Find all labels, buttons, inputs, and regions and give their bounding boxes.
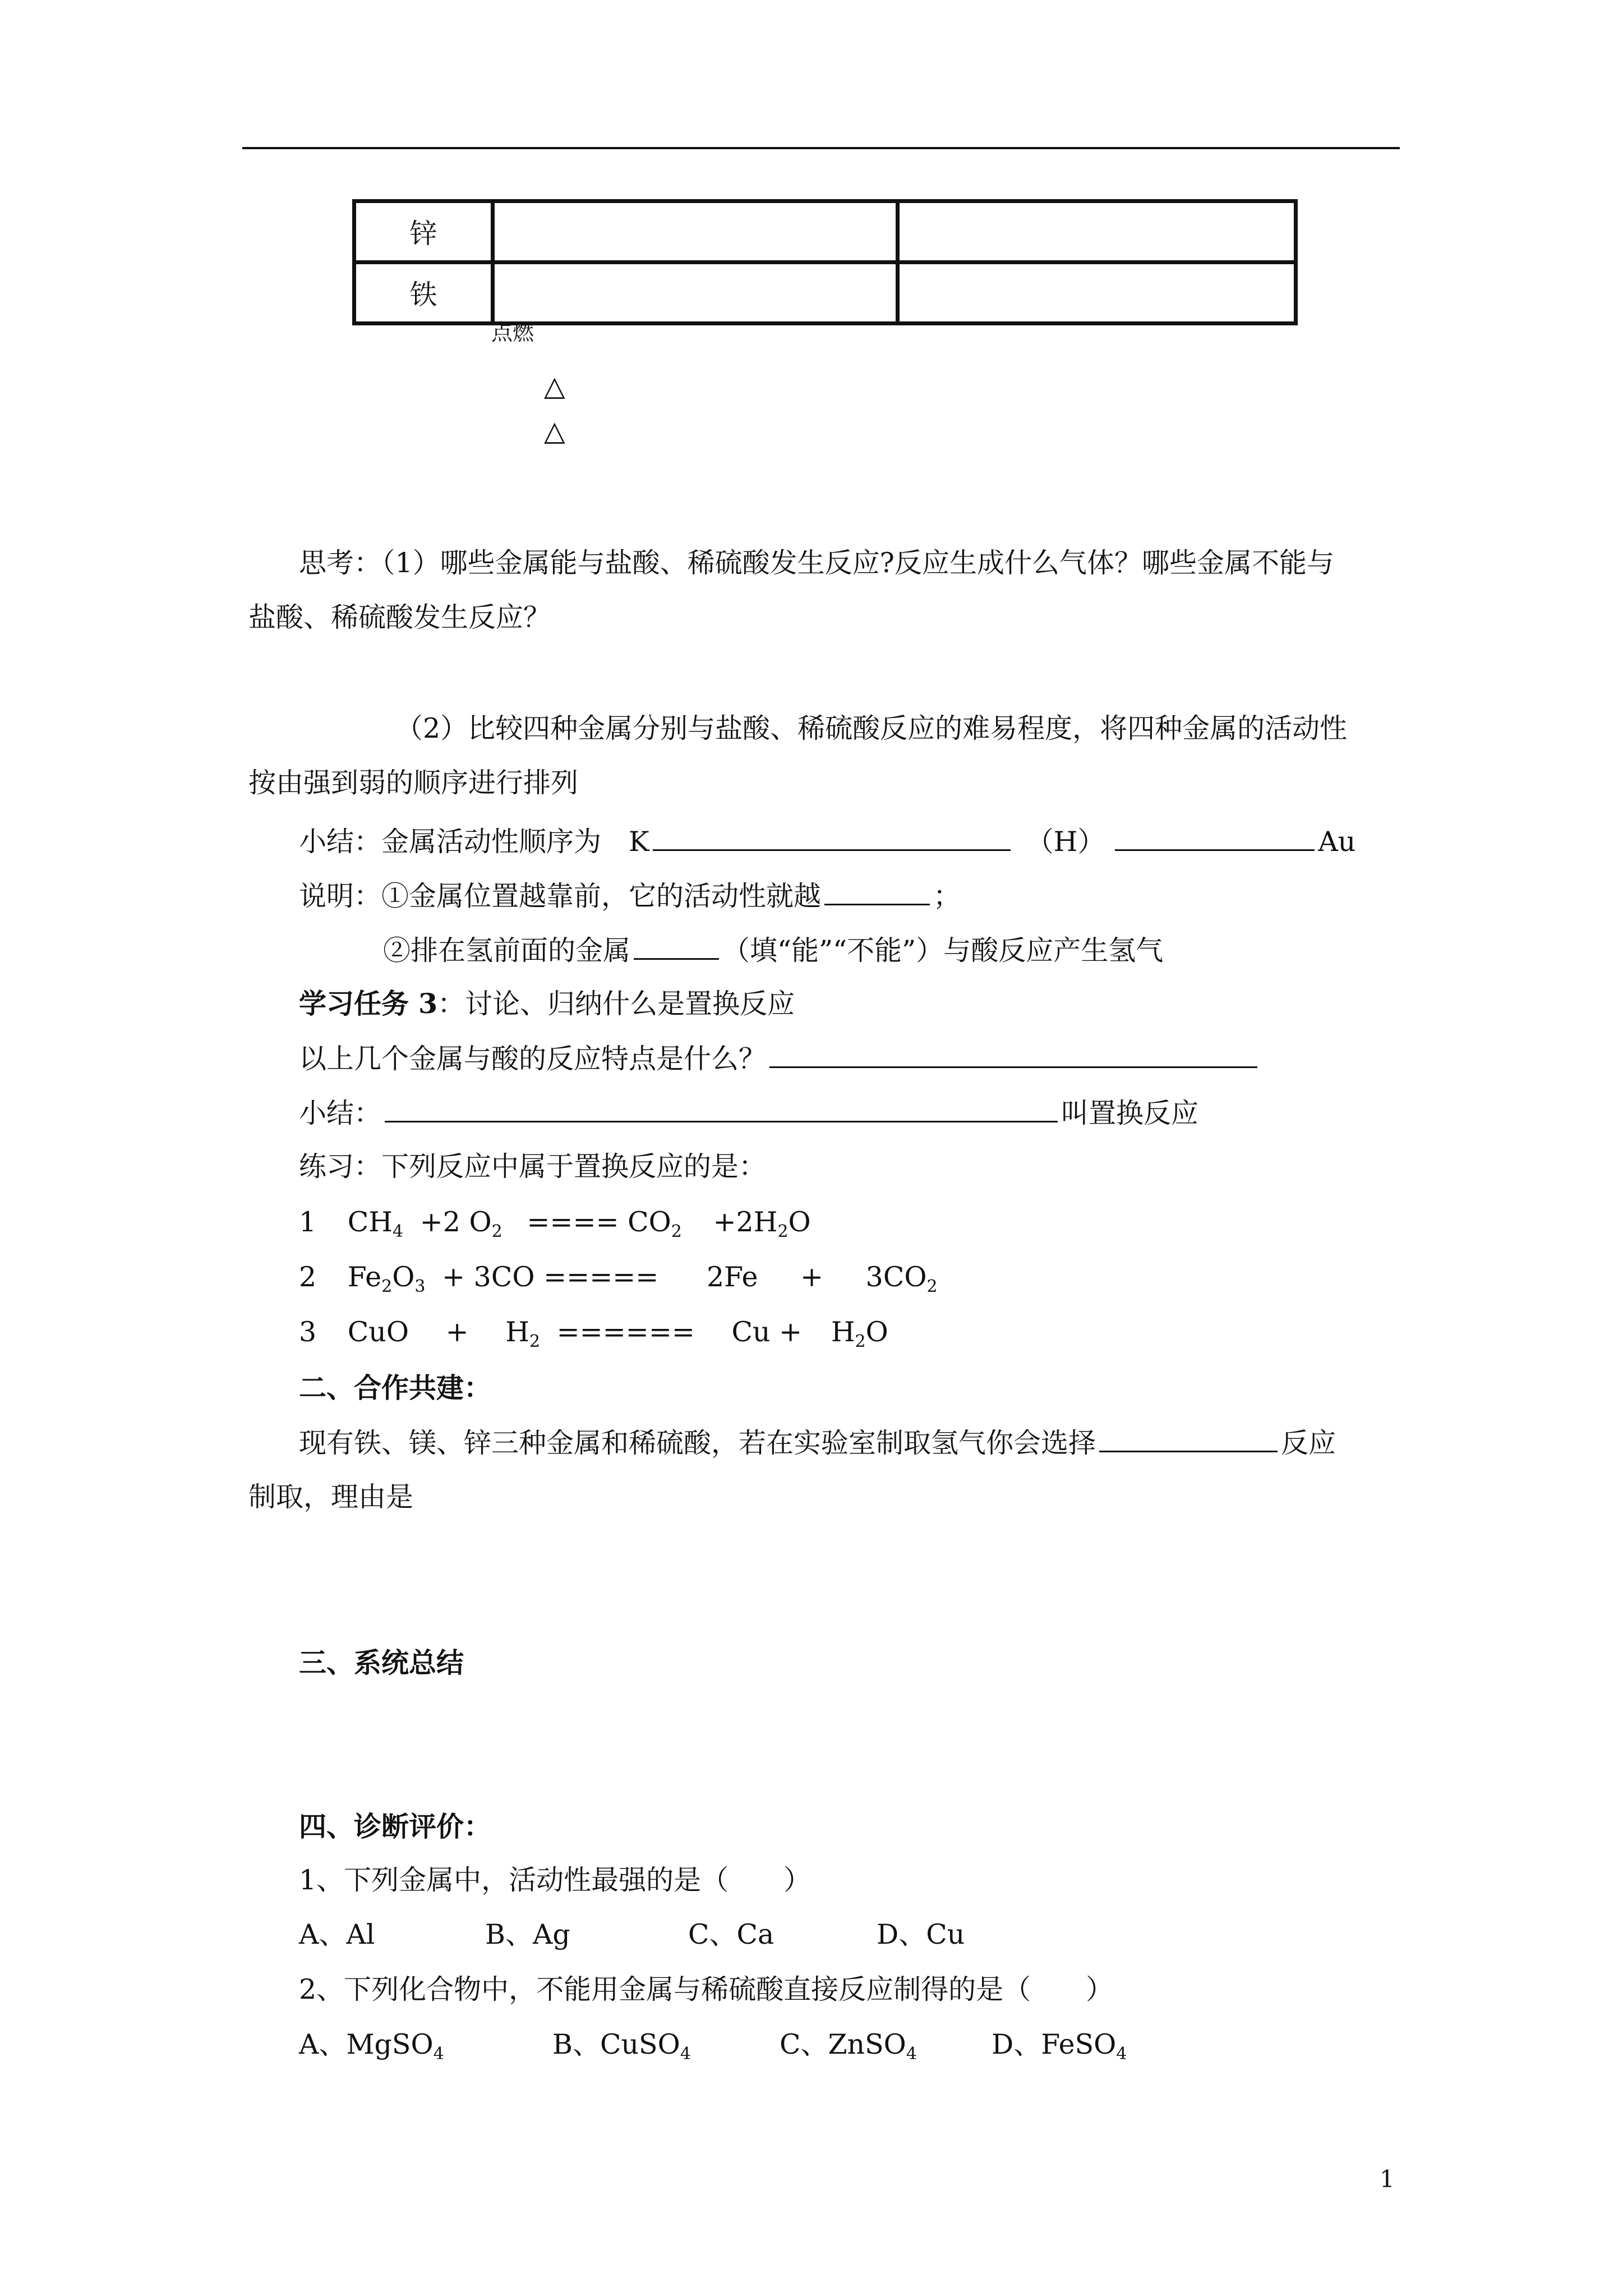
think-q1-line1: 思考：（1）哪些金属能与盐酸、稀硫酸发生反应?反应生成什么气体？哪些金属不能与	[299, 547, 1334, 579]
note-line2: ②排在氢前面的金属 （填“能”“不能”）与酸反应产生氢气	[383, 935, 1164, 967]
blank-field[interactable]	[1115, 825, 1315, 851]
table-cell	[493, 263, 898, 324]
task3-heading: 学习任务 3：讨论、归纳什么是置换反应	[299, 987, 795, 1020]
task3-question: 以上几个金属与酸的反应特点是什么？	[299, 1042, 1261, 1076]
question-1: 1、下列金属中，活动性最强的是（ ）	[299, 1864, 811, 1896]
summary-activity-series: 小结：金属活动性顺序为 K （H） Au	[299, 826, 1356, 858]
equation-3: 3 CuO + $H_2$ ====== $Cu + H_2O$	[299, 1316, 888, 1351]
table-row	[354, 263, 1296, 324]
section2-line1: 现有铁、镁、锌三种金属和稀硫酸，若在实验室制取氢气你会选择 反应	[299, 1427, 1336, 1459]
think-q2-line2: 按由强到弱的顺序进行排列	[248, 767, 579, 799]
blank-field[interactable]	[769, 1042, 1257, 1068]
blank-field[interactable]	[824, 879, 930, 905]
blank-field[interactable]	[385, 1096, 1058, 1122]
table-cell-label: 锌	[354, 201, 493, 263]
table-cell	[898, 201, 1296, 263]
question-2-option: A、MgSO$_4$	[299, 2028, 444, 2064]
question-1-option: B、Ag	[485, 1918, 570, 1950]
task3-summary: 小结： 叫置换反应	[299, 1097, 1199, 1129]
question-2-option: B、CuSO$_4$	[552, 2028, 691, 2064]
section2-line2: 制取，理由是	[248, 1481, 414, 1513]
ignite-label: 点燃	[491, 320, 534, 345]
task3-exercise: 练习：下列反应中属于置换反应的是：	[299, 1151, 767, 1182]
equation-2: 2 $Fe_2O_3 + 3CO$ ===== $2Fe + 3CO_2$	[299, 1261, 938, 1296]
heat-symbol: △	[544, 415, 565, 447]
think-q2-line1: （2）比较四种金属分别与盐酸、稀硫酸反应的难易程度，将四种金属的活动性	[395, 712, 1348, 744]
equation-1: 1 $CH_4 +2$ $O_2$ ==== $CO_2 +2H_2O$	[299, 1206, 811, 1241]
section3-heading: 三、系统总结	[299, 1646, 464, 1679]
question-2-option: C、ZnSO$_4$	[780, 2028, 917, 2064]
header-rule	[242, 147, 1400, 149]
section2-heading: 二、合作共建：	[299, 1372, 492, 1404]
note-line1: 说明：①金属位置越靠前，它的活动性就越 ；	[299, 880, 961, 912]
question-2: 2、下列化合物中，不能用金属与稀硫酸直接反应制得的是（ ）	[299, 1973, 1114, 2005]
reaction-table	[352, 199, 1298, 325]
table-cell-label: 铁	[354, 263, 493, 324]
table-cell	[493, 201, 898, 263]
blank-field[interactable]	[634, 933, 719, 960]
heat-symbol: △	[544, 370, 565, 402]
question-1-option: C、Ca	[688, 1918, 774, 1950]
table-row	[354, 201, 1296, 263]
question-1-option: A、Al	[299, 1918, 375, 1950]
page-number: 1	[1380, 2165, 1395, 2193]
blank-field[interactable]	[1099, 1426, 1278, 1452]
question-2-option: D、FeSO$_4$	[992, 2028, 1127, 2064]
question-1-option: D、Cu	[877, 1918, 965, 1950]
section4-heading: 四、诊断评价：	[299, 1810, 492, 1843]
table-cell	[898, 263, 1296, 324]
think-q1-line2: 盐酸、稀硫酸发生反应？	[248, 601, 551, 633]
blank-field[interactable]	[653, 825, 1011, 851]
